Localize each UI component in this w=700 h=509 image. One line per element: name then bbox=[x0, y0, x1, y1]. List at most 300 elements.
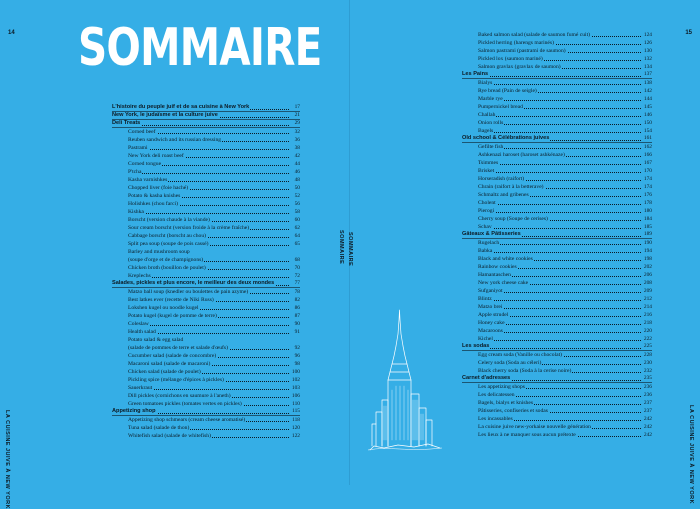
toc-entry-title: Bialys bbox=[478, 80, 493, 86]
toc-entry bbox=[462, 247, 652, 255]
dot-leader bbox=[482, 132, 641, 133]
toc-entry bbox=[112, 152, 300, 160]
toc-entry bbox=[112, 400, 300, 408]
toc-page-number: 162 bbox=[643, 144, 652, 150]
toc-page-number: 122 bbox=[291, 433, 300, 439]
toc-entry bbox=[462, 31, 652, 39]
toc-page-number: 218 bbox=[643, 320, 652, 326]
toc-section-heading bbox=[112, 104, 300, 112]
toc-entry bbox=[462, 327, 652, 335]
toc-entry bbox=[112, 160, 300, 168]
toc-page-number: 70 bbox=[294, 265, 300, 271]
toc-page-number: 144 bbox=[643, 96, 652, 102]
toc-entry-title: Cholent bbox=[478, 200, 496, 206]
toc-entry bbox=[462, 151, 652, 159]
toc-page-number: 190 bbox=[643, 240, 652, 246]
toc-page-number: 185 bbox=[643, 224, 652, 230]
page-number-left: 14 bbox=[8, 30, 15, 36]
toc-entry-title: Whitefish salad (salade de whitefish) bbox=[128, 433, 211, 439]
toc-entry-title: Sauerkraut bbox=[128, 385, 153, 391]
toc-page-number: 212 bbox=[643, 296, 652, 302]
toc-entry-title: Chrain (raifort à la betterave) bbox=[478, 184, 544, 190]
toc-entry bbox=[462, 423, 652, 431]
toc-page-number: 216 bbox=[643, 312, 652, 318]
toc-entry bbox=[462, 335, 652, 343]
toc-entry-title: Les incassables bbox=[478, 416, 513, 422]
toc-entry bbox=[462, 79, 652, 87]
toc-page-number: 68 bbox=[294, 257, 300, 263]
toc-entry-title: Barley and mushroom soup bbox=[128, 249, 190, 255]
toc-entry bbox=[462, 431, 652, 439]
toc-entry bbox=[112, 216, 300, 224]
section-tab-right: SOMMAIRE bbox=[347, 232, 353, 267]
toc-section-heading bbox=[112, 120, 300, 128]
toc-entry-title: Pumpernickel bread bbox=[478, 104, 523, 110]
toc-entry-title: Baked salmon salad (salade de saumon fumé cuit) bbox=[478, 32, 590, 38]
toc-entry-title: Corned tongue bbox=[128, 161, 162, 167]
toc-entry-title: Pickling spice (mélange d'épices à pickles) bbox=[128, 377, 224, 383]
toc-page-number: 65 bbox=[294, 241, 300, 247]
toc-entry-title: Gâteaux & Pâtisseries bbox=[462, 231, 521, 237]
toc-entry bbox=[112, 208, 300, 216]
toc-entry bbox=[462, 47, 652, 55]
dot-leader bbox=[132, 149, 289, 150]
toc-entry-title: Health salad bbox=[128, 329, 156, 335]
dot-leader bbox=[482, 292, 641, 293]
toc-entry bbox=[462, 303, 652, 311]
toc-entry bbox=[112, 256, 300, 264]
toc-entry-title: Honey cake bbox=[478, 320, 505, 326]
toc-entry-title: Gefilte fish bbox=[478, 144, 504, 150]
toc-page-number: 42 bbox=[294, 153, 300, 159]
toc-page-number: 32 bbox=[294, 129, 300, 135]
toc-page-number: 124 bbox=[643, 32, 652, 38]
toc-entry-title: Black cherry soda (Soda à la cerise noire) bbox=[478, 368, 572, 374]
toc-entry bbox=[112, 368, 300, 376]
toc-section-heading bbox=[112, 280, 300, 288]
toc-entry bbox=[462, 391, 652, 399]
toc-entry-title: (salade de pommes de terre et salade d'œufs) bbox=[128, 345, 228, 351]
running-title-left: LA CUISINE JUIVE À NEW YORK bbox=[4, 410, 10, 509]
toc-entry bbox=[462, 399, 652, 407]
toc-page-number: 161 bbox=[643, 135, 652, 141]
toc-entry-title: New york cheese cake bbox=[478, 280, 529, 286]
toc-page-number: 120 bbox=[291, 425, 300, 431]
toc-entry bbox=[112, 384, 300, 392]
toc-entry-title: Tuna salad (salade de thon) bbox=[128, 425, 190, 431]
toc-page-number: 174 bbox=[643, 176, 652, 182]
toc-entry bbox=[462, 223, 652, 231]
toc-entry bbox=[462, 367, 652, 375]
toc-page-number: 60 bbox=[294, 217, 300, 223]
toc-entry bbox=[112, 200, 300, 208]
toc-page-number: 230 bbox=[643, 360, 652, 366]
toc-entry-title: Chopped liver (foie haché) bbox=[128, 185, 189, 191]
toc-entry bbox=[112, 376, 300, 384]
toc-entry bbox=[462, 287, 652, 295]
toc-entry bbox=[462, 127, 652, 135]
toc-entry bbox=[112, 288, 300, 296]
toc-entry-title: Potato salad & egg salad bbox=[128, 337, 184, 343]
toc-page-number: 138 bbox=[643, 80, 652, 86]
toc-right bbox=[462, 31, 652, 439]
toc-entry bbox=[112, 192, 300, 200]
toc-section-heading bbox=[112, 408, 300, 416]
toc-page-number: 225 bbox=[643, 343, 652, 349]
toc-page-number: 232 bbox=[643, 368, 652, 374]
toc-entry bbox=[462, 159, 652, 167]
toc-entry-title: Les appetizing shops bbox=[478, 384, 525, 390]
dot-leader bbox=[482, 164, 641, 165]
toc-entry-title: Reuben sandwich and its russian dressing bbox=[128, 137, 222, 143]
toc-entry-title: Les delicatessen bbox=[478, 392, 515, 398]
dot-leader bbox=[482, 228, 641, 229]
dot-leader bbox=[482, 332, 641, 333]
toc-page-number: 220 bbox=[643, 328, 652, 334]
toc-page-number: 150 bbox=[643, 120, 652, 126]
dot-leader bbox=[482, 252, 641, 253]
toc-section-heading bbox=[462, 375, 652, 383]
toc-entry-title: Old school & Célébrations juives bbox=[462, 135, 550, 141]
toc-page-number: 44 bbox=[294, 161, 300, 167]
city-skyline-illustration bbox=[368, 300, 442, 470]
toc-page-number: 146 bbox=[643, 112, 652, 118]
toc-entry-title: Appetizing shop schmears (cream cheese aromatisé) bbox=[128, 417, 246, 423]
toc-page-number: 103 bbox=[291, 385, 300, 391]
toc-entry bbox=[462, 199, 652, 207]
toc-page-number: 48 bbox=[294, 177, 300, 183]
toc-entry bbox=[112, 344, 300, 352]
toc-page-number: 202 bbox=[643, 264, 652, 270]
toc-page-number: 100 bbox=[291, 369, 300, 375]
toc-page-number: 115 bbox=[292, 408, 300, 414]
toc-entry-title: Deli Treats bbox=[112, 120, 141, 126]
toc-entry-title: Blintz bbox=[478, 296, 492, 302]
toc-page-number: 237 bbox=[643, 400, 652, 406]
toc-page-number: 208 bbox=[643, 280, 652, 286]
dot-leader bbox=[132, 389, 289, 390]
toc-page-number: 86 bbox=[294, 305, 300, 311]
toc-entry bbox=[112, 320, 300, 328]
toc-page-number: 236 bbox=[643, 384, 652, 390]
toc-entry-title: Corned beef bbox=[128, 129, 156, 135]
toc-entry bbox=[462, 359, 652, 367]
toc-page-number: 52 bbox=[294, 193, 300, 199]
toc-page-number: 132 bbox=[643, 56, 652, 62]
toc-entry-title: Potato kugel (kugel de pomme de terre) bbox=[128, 313, 217, 319]
toc-entry bbox=[112, 248, 300, 256]
toc-page-number: 102 bbox=[291, 377, 300, 383]
toc-entry-title: Pickled lox (saumon mariné) bbox=[478, 56, 543, 62]
toc-section-heading bbox=[462, 343, 652, 351]
toc-page-number: 29 bbox=[294, 120, 300, 126]
dot-leader bbox=[482, 212, 641, 213]
toc-entry bbox=[462, 407, 652, 415]
toc-entry bbox=[112, 432, 300, 440]
toc-entry-title: Hamantaschen bbox=[478, 272, 511, 278]
toc-entry bbox=[112, 416, 300, 424]
toc-entry bbox=[462, 55, 652, 63]
toc-page-number: 137 bbox=[643, 71, 652, 77]
toc-entry-title: Kasha varnishkes bbox=[128, 177, 168, 183]
dot-leader bbox=[482, 84, 641, 85]
toc-entry-title: Rugelach bbox=[478, 240, 500, 246]
toc-entry bbox=[462, 111, 652, 119]
toc-entry bbox=[462, 383, 652, 391]
toc-entry bbox=[112, 264, 300, 272]
toc-entry bbox=[112, 176, 300, 184]
dot-leader bbox=[482, 300, 641, 301]
toc-entry-title: Carnet d'adresses bbox=[462, 375, 511, 381]
toc-section-heading bbox=[462, 135, 652, 143]
toc-entry-title: Potato & kasha knishes bbox=[128, 193, 181, 199]
toc-entry bbox=[462, 191, 652, 199]
toc-entry bbox=[112, 328, 300, 336]
toc-page-number: 38 bbox=[294, 145, 300, 151]
dot-leader bbox=[132, 125, 289, 126]
toc-entry bbox=[112, 136, 300, 144]
toc-entry-title: Cucumber salad (salade de concombre) bbox=[128, 353, 217, 359]
toc-page-number: 145 bbox=[643, 104, 652, 110]
toc-page-number: 167 bbox=[643, 160, 652, 166]
toc-entry-title: Schav bbox=[478, 224, 492, 230]
toc-entry bbox=[462, 95, 652, 103]
toc-entry-title: Marble rye bbox=[478, 96, 503, 102]
toc-page-number: 189 bbox=[643, 231, 652, 237]
toc-left bbox=[112, 104, 300, 440]
toc-entry-title: Ashkenazi haroset (haroset ashkénaze) bbox=[478, 152, 565, 158]
toc-page-number: 142 bbox=[643, 88, 652, 94]
toc-page-number: 206 bbox=[643, 272, 652, 278]
toc-entry bbox=[112, 360, 300, 368]
toc-entry-title: Bagels bbox=[478, 128, 494, 134]
toc-entry bbox=[462, 87, 652, 95]
toc-entry-title: Salmon pastrami (pastrami de saumon) bbox=[478, 48, 566, 54]
toc-entry-title: Les sodas bbox=[462, 343, 490, 349]
toc-entry-title: Split pea soup (soupe de pois cassé) bbox=[128, 241, 209, 247]
toc-entry bbox=[462, 39, 652, 47]
toc-entry-title: P'tcha bbox=[128, 169, 142, 175]
toc-page-number: 56 bbox=[294, 201, 300, 207]
toc-entry bbox=[462, 311, 652, 319]
toc-entry bbox=[112, 240, 300, 248]
dot-leader bbox=[482, 244, 641, 245]
toc-entry-title: Onion rolls bbox=[478, 120, 504, 126]
toc-page-number: 198 bbox=[643, 256, 652, 262]
dot-leader bbox=[482, 116, 641, 117]
toc-entry bbox=[462, 351, 652, 359]
toc-entry bbox=[462, 279, 652, 287]
toc-entry bbox=[112, 224, 300, 232]
page-number-right: 15 bbox=[685, 30, 692, 36]
toc-entry-title: Apple strudel bbox=[478, 312, 509, 318]
toc-entry bbox=[462, 167, 652, 175]
toc-page-number: 130 bbox=[643, 48, 652, 54]
toc-page-number: 180 bbox=[643, 208, 652, 214]
toc-entry-title: Schmaltz and gribenes bbox=[478, 192, 529, 198]
toc-entry-title: Sour cream borscht (version froide à la crème fraîche) bbox=[128, 225, 250, 231]
toc-page-number: 237 bbox=[643, 408, 652, 414]
toc-entry bbox=[462, 207, 652, 215]
toc-entry-title: Celery soda (Soda au céleri) bbox=[478, 360, 542, 366]
toc-page-number: 242 bbox=[643, 416, 652, 422]
toc-page-number: 110 bbox=[292, 401, 300, 407]
dot-leader bbox=[132, 173, 289, 174]
toc-page-number: 90 bbox=[294, 321, 300, 327]
toc-page-number: 82 bbox=[294, 297, 300, 303]
toc-entry-title: Les lieux à ne manquer sous aucun prétexte bbox=[478, 432, 576, 438]
toc-entry bbox=[462, 183, 652, 191]
toc-entry-title: Kishka bbox=[128, 209, 144, 215]
toc-section-heading bbox=[462, 231, 652, 239]
toc-page-number: 62 bbox=[294, 225, 300, 231]
toc-entry-title: Salmon gravlax (gravlax de saumon) bbox=[478, 64, 561, 70]
toc-page-number: 58 bbox=[294, 209, 300, 215]
dot-leader bbox=[482, 172, 641, 173]
toc-entry-title: Pickled herring (harengs marinés) bbox=[478, 40, 554, 46]
toc-entry-title: Pâtisseries, confiseries et sodas bbox=[478, 408, 548, 414]
toc-page-number: 176 bbox=[643, 192, 652, 198]
running-title-right: LA CUISINE JUIVE À NEW YORK bbox=[688, 405, 694, 505]
toc-entry bbox=[112, 232, 300, 240]
toc-entry bbox=[112, 272, 300, 280]
toc-entry bbox=[462, 263, 652, 271]
toc-entry-title: Cabbage borscht (borscht au chou) bbox=[128, 233, 206, 239]
section-tab-left: SOMMAIRE bbox=[338, 230, 344, 265]
toc-entry-title: La cuisine juive new-yorkaise nouvelle génération bbox=[478, 424, 591, 430]
toc-entry bbox=[112, 128, 300, 136]
toc-entry-title: Holishkes (chou farci) bbox=[128, 201, 179, 207]
toc-entry-title: Salades, pickles et plus encore, le meilleur des deux mondes bbox=[112, 280, 275, 286]
toc-entry-title: Pastrami bbox=[128, 145, 148, 151]
toc-entry-title: Challah bbox=[478, 112, 496, 118]
toc-entry bbox=[462, 143, 652, 151]
toc-page-number: 106 bbox=[291, 393, 300, 399]
dot-leader bbox=[132, 213, 289, 214]
toc-entry-title: Rainbow cookies bbox=[478, 264, 517, 270]
toc-entry-title: Matzo ball soup (knedler ou boulettes de pain azyme) bbox=[128, 289, 249, 295]
toc-page-number: 91 bbox=[294, 329, 300, 335]
toc-entry bbox=[112, 184, 300, 192]
toc-page-number: 166 bbox=[643, 152, 652, 158]
toc-entry-title: Appetizing shop bbox=[112, 408, 156, 414]
toc-page-number: 118 bbox=[292, 417, 300, 423]
toc-entry-title: New York, le judaïsme et la culture juive bbox=[112, 112, 218, 118]
toc-entry-title: Black and white cookies bbox=[478, 256, 533, 262]
toc-entry-title: Dill pickles (cornichons en saumure à l'aneth) bbox=[128, 393, 231, 399]
toc-entry bbox=[462, 103, 652, 111]
toc-entry bbox=[462, 119, 652, 127]
toc-entry-title: Best latkes ever (recette de Niki Russ) bbox=[128, 297, 214, 303]
toc-entry-title: Cherry soup (Soupe de cerises) bbox=[478, 216, 548, 222]
toc-page-number: 96 bbox=[294, 353, 300, 359]
toc-entry bbox=[112, 296, 300, 304]
toc-entry-title: (soupe d'orge et de champignons) bbox=[128, 257, 204, 263]
toc-page-number: 77 bbox=[294, 280, 300, 286]
toc-page-number: 242 bbox=[643, 424, 652, 430]
toc-entry bbox=[462, 415, 652, 423]
toc-page-number: 87 bbox=[294, 313, 300, 319]
dot-leader bbox=[132, 277, 289, 278]
toc-entry bbox=[462, 271, 652, 279]
toc-entry bbox=[462, 255, 652, 263]
toc-entry bbox=[112, 392, 300, 400]
toc-page-number: 46 bbox=[294, 169, 300, 175]
dot-leader bbox=[132, 325, 289, 326]
toc-page-number: 17 bbox=[294, 104, 300, 110]
toc-page-number: 50 bbox=[294, 185, 300, 191]
toc-page-number: 64 bbox=[294, 233, 300, 239]
dot-leader bbox=[482, 76, 641, 77]
toc-section-heading bbox=[462, 71, 652, 79]
toc-page-number: 236 bbox=[643, 392, 652, 398]
toc-entry bbox=[462, 319, 652, 327]
toc-entry-title: Brisket bbox=[478, 168, 495, 174]
toc-entry-title: Babka bbox=[478, 248, 493, 254]
toc-entry-title: Kichel bbox=[478, 336, 493, 342]
toc-page-number: 174 bbox=[643, 184, 652, 190]
toc-entry-title: Les Pains bbox=[462, 71, 489, 77]
toc-entry-title: Kreplechs bbox=[128, 273, 151, 279]
toc-page-number: 228 bbox=[643, 352, 652, 358]
toc-entry bbox=[112, 352, 300, 360]
dot-leader bbox=[482, 340, 641, 341]
toc-entry bbox=[462, 63, 652, 71]
toc-page-number: 214 bbox=[643, 304, 652, 310]
toc-page-number: 194 bbox=[643, 248, 652, 254]
toc-page-number: 178 bbox=[643, 200, 652, 206]
toc-entry-title: Matzo brei bbox=[478, 304, 503, 310]
toc-entry-title: Bagels, bialys et knishes bbox=[478, 400, 533, 406]
toc-entry bbox=[462, 239, 652, 247]
toc-page-number: 98 bbox=[294, 361, 300, 367]
toc-page-number: 170 bbox=[643, 168, 652, 174]
toc-entry bbox=[112, 304, 300, 312]
toc-entry-title: Rye bread (Pain de seigle) bbox=[478, 88, 537, 94]
toc-section-heading bbox=[112, 112, 300, 120]
toc-entry bbox=[112, 424, 300, 432]
toc-entry-title: Macaroni salad (salade de macaroni) bbox=[128, 361, 211, 367]
toc-entry-title: Horseradish (raifort) bbox=[478, 176, 525, 182]
toc-entry-title: Sufganiyot bbox=[478, 288, 503, 294]
toc-page-number: 209 bbox=[643, 288, 652, 294]
toc-entry-title: Egg cream soda (Vanille ou chocolat) bbox=[478, 352, 563, 358]
dot-leader bbox=[482, 348, 641, 349]
toc-entry-title: Coleslaw bbox=[128, 321, 149, 327]
toc-page-number: 222 bbox=[643, 336, 652, 342]
toc-page-number: 154 bbox=[643, 128, 652, 134]
page-title: SOMMAIRE bbox=[78, 18, 322, 78]
toc-entry-title: Pierogi bbox=[478, 208, 495, 214]
toc-page-number: 72 bbox=[294, 273, 300, 279]
toc-entry-title: Green tomatoes pickles (tomates vertes en pickles) bbox=[128, 401, 242, 407]
toc-entry bbox=[462, 295, 652, 303]
toc-entry bbox=[112, 168, 300, 176]
toc-entry-title: Lokshen kugel ou noodle kugel bbox=[128, 305, 199, 311]
toc-page-number: 36 bbox=[294, 137, 300, 143]
toc-entry bbox=[462, 175, 652, 183]
toc-page-number: 92 bbox=[294, 345, 300, 351]
toc-entry-title: Chicken salad (salade de poulet) bbox=[128, 369, 201, 375]
toc-entry-title: Chicken broth (bouillon de poulet) bbox=[128, 265, 206, 271]
toc-entry-title: Tsimmes bbox=[478, 160, 499, 166]
toc-entry-title: New York deli roast beef bbox=[128, 153, 184, 159]
toc-entry bbox=[112, 336, 300, 344]
dot-leader bbox=[482, 100, 641, 101]
toc-entry-title: Macaroons bbox=[478, 328, 503, 334]
toc-page-number: 78 bbox=[294, 289, 300, 295]
toc-page-number: 184 bbox=[643, 216, 652, 222]
